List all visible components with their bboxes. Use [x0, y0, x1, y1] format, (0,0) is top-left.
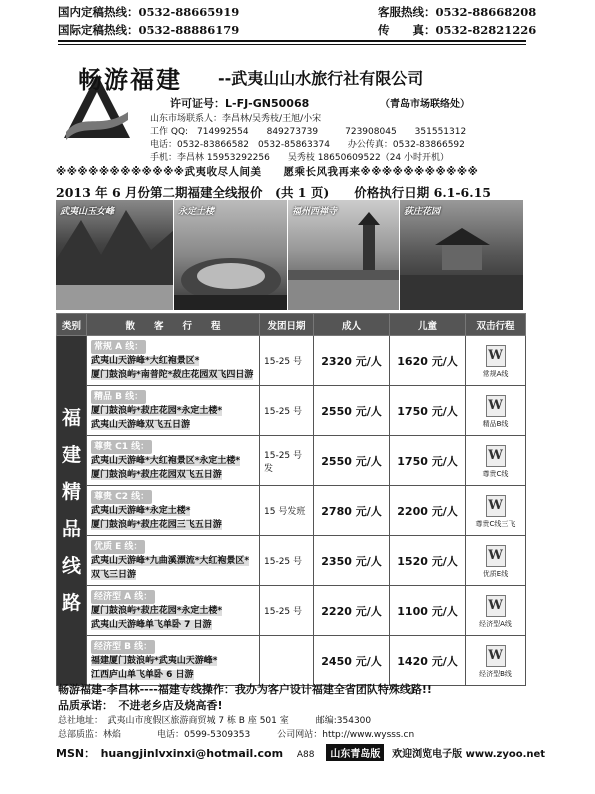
route-label: 经济型 A 线： — [91, 590, 155, 604]
contact-phone: 电话：0532-83866582 0532-85863374 办公传真：0532-83866592 — [150, 140, 465, 150]
route-line: 福建厦门鼓浪屿*武夷山天游峰* — [91, 655, 218, 666]
divider — [58, 40, 526, 42]
price-table — [56, 313, 526, 686]
fax-number: 传 真：0532-82821226 — [378, 23, 537, 37]
quality-supervisor: 总部质监：林焰 电话：0599-5309353 公司网站：http://www.wysss.cn — [58, 730, 415, 740]
col-child: 儿童 — [390, 314, 466, 336]
license-number: 许可证号：L-FJ-GN50068 — [170, 97, 310, 110]
departure-date: 15 号发班 — [260, 486, 314, 536]
office-label: （青岛市场联络处） — [380, 99, 470, 110]
route-line: 武夷山天游峰双飞五日游 — [91, 419, 191, 430]
itinerary-doc[interactable] — [466, 386, 526, 436]
doc-label: 尊贵C线三飞 — [475, 519, 516, 528]
route-cell — [87, 336, 260, 386]
route-line: 武夷山天游峰*大红袍景区* — [91, 355, 200, 366]
word-doc-icon[interactable]: W — [486, 445, 506, 467]
adult-price: 2550 元/人 — [314, 386, 390, 436]
photo-caption: 永定土楼 — [178, 207, 215, 217]
table-row — [57, 486, 526, 536]
route-line: 厦门鼓浪屿*菽庄花园双飞五日游 — [91, 469, 222, 480]
footer-tagline: 畅游福建-李昌林----福建专线操作：我办为客户设计福建全省团队特殊线路!! — [58, 683, 432, 696]
category-char: 线 — [61, 554, 81, 577]
col-category: 类别 — [57, 314, 87, 336]
child-price: 1520 元/人 — [390, 536, 466, 586]
route-cell — [87, 386, 260, 436]
itinerary-doc[interactable] — [466, 486, 526, 536]
table-row — [57, 586, 526, 636]
child-price: 1100 元/人 — [390, 586, 466, 636]
route-cell — [87, 636, 260, 686]
adult-price: 2350 元/人 — [314, 536, 390, 586]
doc-label: 经济型A线 — [479, 619, 512, 628]
photo-tulou — [174, 200, 288, 310]
route-label: 精品 B 线： — [91, 390, 146, 404]
doc-label: 常规A线 — [482, 369, 509, 378]
col-date: 发团日期 — [260, 314, 314, 336]
doc-label: 尊贵C线 — [482, 469, 509, 478]
head-office-address: 总社地址： 武夷山市度假区旅游商贸城 7 栋 B 座 501 室 邮编:354300 — [58, 716, 372, 726]
photo-yunu-peak — [56, 200, 174, 310]
international-hotline: 国际定稿热线：0532-88886179 — [58, 23, 240, 37]
child-price: 2200 元/人 — [390, 486, 466, 536]
route-cell — [87, 586, 260, 636]
word-doc-icon[interactable]: W — [486, 645, 506, 667]
photo-caption: 武夷山玉女峰 — [60, 207, 115, 217]
category-char: 精 — [61, 480, 81, 503]
table-row — [57, 386, 526, 436]
slogan-banner: ※※※※※※※※※※※※武夷收尽人间美 愿乘长风我再来※※※※※※※※※※※ — [56, 166, 479, 178]
departure-date: 15-25 号 — [260, 386, 314, 436]
word-doc-icon[interactable]: W — [486, 545, 506, 567]
category-label — [57, 336, 87, 686]
route-cell — [87, 536, 260, 586]
category-char: 福 — [61, 406, 81, 429]
service-hotline: 客服热线：0532-88668208 — [378, 5, 537, 19]
quality-promise: 品质承诺： 不进老乡店及烧高香! — [58, 699, 223, 712]
col-itinerary: 双击行程 — [466, 314, 526, 336]
col-route: 散 客 行 程 — [87, 314, 260, 336]
route-cell — [87, 486, 260, 536]
contact-people: 山东市场联系人：李昌林/吴秀枝/王旭/小宋 — [150, 114, 322, 124]
adult-price: 2220 元/人 — [314, 586, 390, 636]
itinerary-doc[interactable] — [466, 636, 526, 686]
departure-date: 15-25 号发 — [260, 436, 314, 486]
route-line: 双飞三日游 — [91, 569, 137, 580]
route-line: 江西庐山单飞单卧 6 日游 — [91, 669, 194, 680]
edition-badge: 山东青岛版 — [326, 744, 384, 761]
website-link[interactable]: 欢迎浏览电子版 www.zyoo.net — [392, 749, 546, 760]
word-doc-icon[interactable]: W — [486, 595, 506, 617]
route-line: 武夷山天游峰*大红袍景区*永定土楼* — [91, 455, 241, 466]
child-price: 1750 元/人 — [390, 436, 466, 486]
route-label: 尊贵 C2 线： — [91, 490, 152, 504]
page-number: A88 — [296, 750, 315, 760]
route-line: 武夷山天游峰*九曲溪漂流*大红袍景区* — [91, 555, 250, 566]
route-label: 经济型 B 线： — [91, 640, 155, 654]
doc-label: 经济型B线 — [479, 669, 512, 678]
word-doc-icon[interactable]: W — [486, 495, 506, 517]
hotline-bar — [0, 0, 595, 54]
adult-price: 2320 元/人 — [314, 336, 390, 386]
category-char: 品 — [61, 517, 81, 540]
table-row — [57, 436, 526, 486]
category-char: 建 — [61, 443, 81, 466]
route-line: 厦门鼓浪屿*南普陀*菽庄花园双飞四日游 — [91, 369, 254, 380]
table-row — [57, 536, 526, 586]
table-row — [57, 336, 526, 386]
doc-label: 精品B线 — [482, 419, 509, 428]
route-line: 厦门鼓浪屿*菽庄花园三飞五日游 — [91, 519, 222, 530]
price-headline: 2013 年 6 月份第二期福建全线报价 (共 1 页) 价格执行日期 6.1-6.15 — [56, 185, 492, 200]
adult-price: 2780 元/人 — [314, 486, 390, 536]
contact-qq: 工作 QQ: 714992554 849273739 723908045 351551312 — [150, 127, 467, 137]
departure-date: 15-25 号 — [260, 536, 314, 586]
route-label: 优质 E 线： — [91, 540, 145, 554]
divider — [58, 44, 526, 45]
route-cell — [87, 436, 260, 486]
adult-price: 2450 元/人 — [314, 636, 390, 686]
departure-date — [260, 636, 314, 686]
route-line: 厦门鼓浪屿*菽庄花园*永定土楼* — [91, 605, 223, 616]
msn-contact: MSN： huangjinlvxinxi@hotmail.com — [56, 747, 284, 760]
contact-mobile: 手机：李昌林 15953292256 吴秀枝 18650609522（24 小时开机） — [150, 153, 450, 163]
brand-name: 畅游福建 — [78, 65, 182, 94]
col-adult: 成人 — [314, 314, 390, 336]
child-price: 1620 元/人 — [390, 336, 466, 386]
word-doc-icon[interactable]: W — [486, 345, 506, 367]
bottom-bar — [56, 744, 546, 761]
word-doc-icon[interactable]: W — [486, 395, 506, 417]
departure-date: 15-25 号 — [260, 586, 314, 636]
itinerary-doc[interactable] — [466, 336, 526, 386]
route-line: 武夷山天游峰*永定土楼* — [91, 505, 191, 516]
table-header — [57, 314, 526, 336]
route-label: 常规 A 线： — [91, 340, 146, 354]
photo-dizhuang-garden — [400, 200, 524, 310]
category-char: 路 — [61, 591, 81, 614]
route-label: 尊贵 C1 线： — [91, 440, 152, 454]
child-price: 1750 元/人 — [390, 386, 466, 436]
company-name: --武夷山山水旅行社有限公司 — [218, 69, 424, 88]
photo-caption: 荻庄花园 — [404, 207, 441, 217]
photo-xichan-temple — [288, 200, 400, 310]
table-row — [57, 636, 526, 686]
itinerary-doc[interactable] — [466, 586, 526, 636]
photo-caption: 福州西禅寺 — [292, 207, 338, 217]
route-line: 武夷山天游峰单飞单卧 7 日游 — [91, 619, 212, 630]
doc-label: 优质E线 — [482, 569, 509, 578]
child-price: 1420 元/人 — [390, 636, 466, 686]
itinerary-doc[interactable] — [466, 436, 526, 486]
route-line: 厦门鼓浪屿*菽庄花园*永定土楼* — [91, 405, 223, 416]
adult-price: 2550 元/人 — [314, 436, 390, 486]
departure-date: 15-25 号 — [260, 336, 314, 386]
scenic-photos — [56, 200, 524, 310]
domestic-hotline: 国内定稿热线：0532-88665919 — [58, 5, 240, 19]
itinerary-doc[interactable] — [466, 536, 526, 586]
